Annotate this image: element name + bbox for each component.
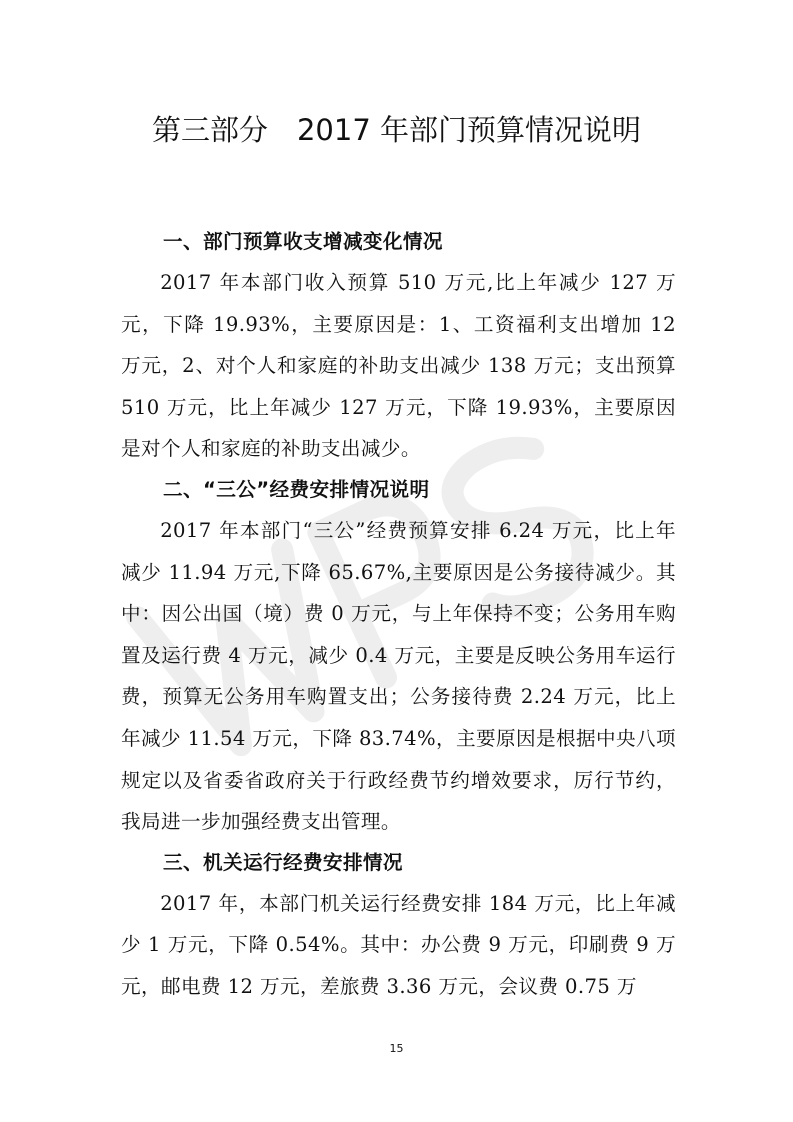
page-title: 第三部分 2017 年部门预算情况说明 [151,113,642,147]
page-number: 15 [389,1042,404,1055]
section-heading-budget-change: 一、部门预算收支增减变化情况 [163,230,443,253]
section-paragraph-budget-change: 2017 年本部门收入预算 510 万元,比上年减少 127 万元，下降 19.93%，主要原因是：1、工资福利支出增加 12 万元，2、对个人和家庭的补助支出减少 138 万元；支出预算 510 万元，比上年减少 127 万元，下降 19.93%，主要原因是对个人和家庭的补助支出减少。 [121,271,676,461]
section-heading-operating-costs: 三、机关运行经费安排情况 [163,850,403,874]
section-paragraph-operating-costs: 2017 年，本部门机关运行经费安排 184 万元，比上年减少 1 万元，下降 0.54%。其中：办公费 9 万元，印刷费 9 万元，邮电费 12 万元，差旅费 3.36 万元，会议费 0.75 万 [121,891,676,998]
section-heading-three-public: 二、“三公”经费安排情况说明 [163,477,430,501]
section-paragraph-three-public: 2017 年本部门“三公”经费预算安排 6.24 万元，比上年减少 11.94 万元,下降 65.67%,主要原因是公务接待减少。其中：因公出国（境）费 0 万元，与上年保持不变；公务用车购置及运行费 4 万元，减少 0.4 万元，主要是反映公务用车运行费，预算无公务用车购置支出；公务接待费 2.24 万元，比上年减少 11.54 万元，下降 83.74%，主要原因是根据中央八项规定以及省委省政府关于行政经费节约增效要求，厉行节约，我局进一步加强经费支出管理。 [121,518,676,834]
document-body [121,222,676,1008]
